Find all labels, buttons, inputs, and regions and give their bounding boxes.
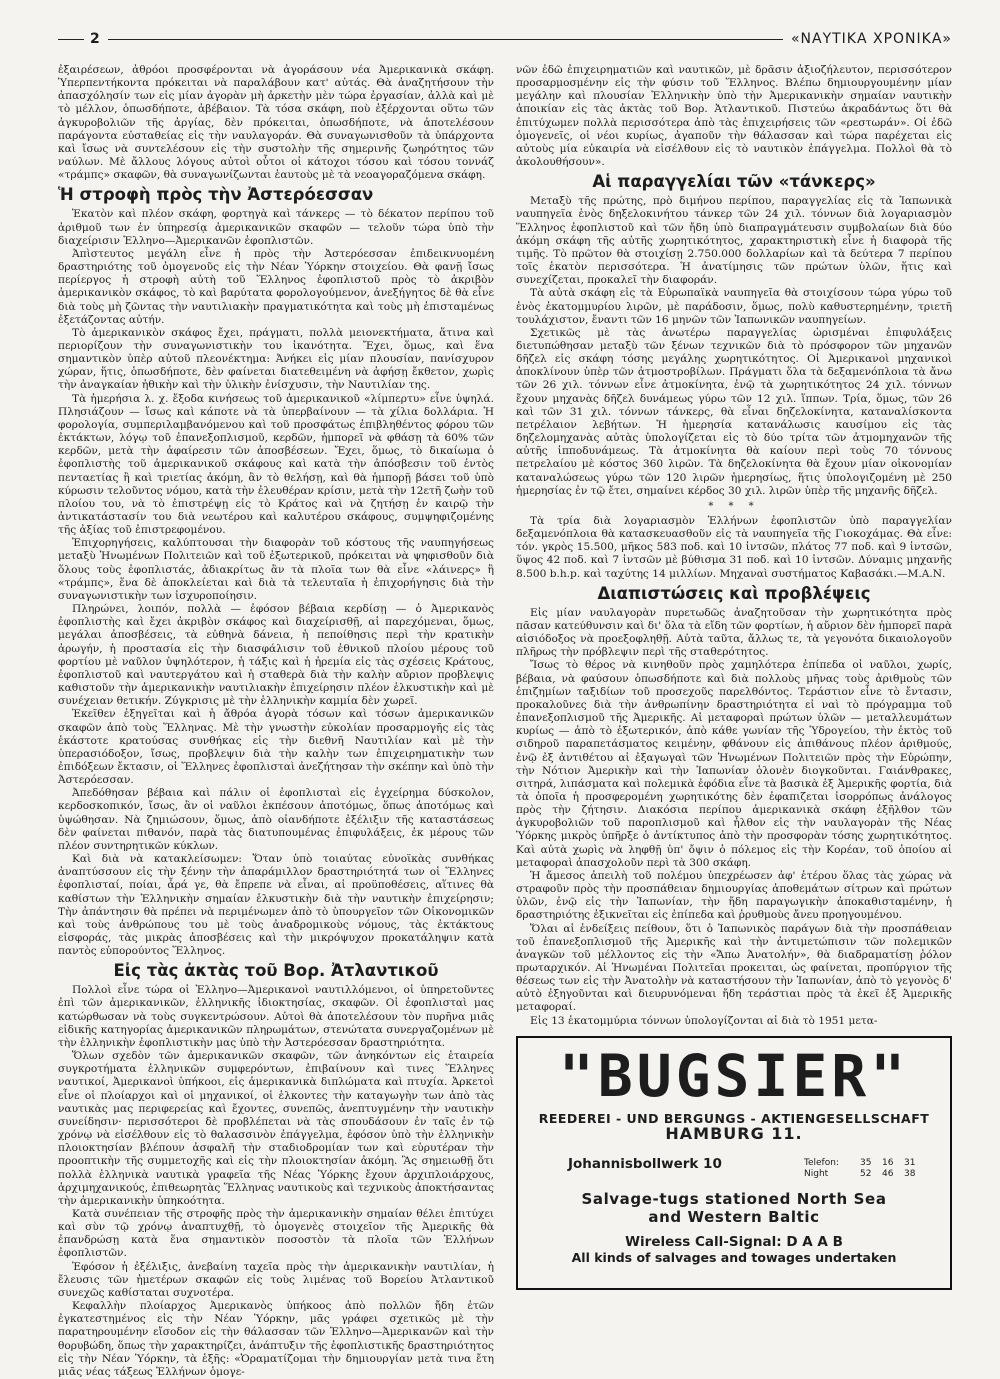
paragraph: Σχετικῶς μὲ τὰς ἀνωτέρω παραγγελίας ὡρισμέναι ἐπιφυλάξεις διετυπώθησαν μεταξὺ τῶν ξένων τεχνικῶν διὰ τὸ πρόσφορον τῶν μηχανῶν δῆζελ εἰς σκάφη τόσης μεγάλης χωρητικότητος. Οἱ Ἀμερικανοὶ μηχανικοὶ ἀποκλίνουν ὑπὲρ τῶν ἀτμοστροβίλων. Πράγματι ὅλα τὰ δεξαμενόπλοια τὰ ἄνω τῶν 26 χιλ. τόννων εἶνε ἀτμοκίνητα, ἐνῷ τὰ χωρητικότητος 24 χιλ. τόννων ἔχουν μηχανὰς δῆζελ δυνάμεως γύρω τῶν 12 χιλ. ἵππων. Τρία, ὅμως, τῶν 26 καὶ τῶν 31 χιλ. τόννων τάνκερς, θὰ εἶναι δηζελοκίνητα, καταναλίσκοντα πετρέλαιον λεβήτων. Ἡ ἡμερησία κατανάλωσις καυσίμου εἰς τὰς δηζελομηχανὰς αὐτὰς ὑπολογίζεται εἰς τὸ δύο τρίτα τῶν ἀτμομηχανῶν τῆς αὐτῆς ἱπποδυνάμεως. Τὰ ἀτμοκίνητα θὰ καίουν περὶ τοὺς 70 τόννους πετρελαίου μὲ κόστος 360 λιρῶν. Τὰ δηζελοκίνητα θὰ ἔχουν μίαν οἰκονομίαν καταναλώσεως γύρω τῶν 120 λιρῶν ἡμερησίως, ἥτις ὑπολογιζομένη μὲ 250 ἡμερησίας ἐν τῷ ἔτει, σημαίνει κέρδος 30 χιλ. λιρῶν ὑπὲρ τῆς μηχανῆς δῆζελ. — [516, 326, 952, 497]
page-number: 2 — [90, 31, 100, 47]
left-column — [58, 64, 494, 1378]
paragraph: Τὰ ἡμερήσια λ. χ. ἔξοδα κινήσεως τοῦ ἀμερικανικοῦ «λίμπερτυ» εἶνε ὑψηλά. Πλησιάζουν — ἴσως καὶ κάποτε νὰ τὰ ὑπερβαίνουν — τὰ χίλια δολλάρια. Ἡ φορολογία, συμπεριλαμβανόμενου καὶ τοῦ προσφάτως ἐπιβληθέντος φόρου τῶν ἐκτάκτων, λόγῳ τοῦ ἐπανεξοπλισμοῦ, κερδῶν, ἠμπορεῖ νὰ φθάσῃ τὰ 60% τῶν κερδῶν, μετὰ τὴν ἀφαίρεσιν τῶν ἀποσβέσεων. Ἔχει, ὅμως, τὸ δικαίωμα ὁ ἐφοπλιστὴς τοῦ ἀμερικανικοῦ σκάφους καὶ κατὰ τὴν ἀπόσβεσιν τοῦ ἐντὸς πενταετίας ἢ καὶ τριετίας ἀκόμη, ἂν τὸ θελήσῃ, καὶ θὰ ἠμπορῇ βάσει τοῦ ὑπὸ κύρωσιν τελοῦντος νόμου, κατὰ τὴν ἐλευθέραν κρίσιν, μετὰ τὴν 12ετῆ ζωὴν τοῦ πλοίου του, νὰ τὸ ἐπιστρέψῃ εἰς τὸ Κράτος καὶ νὰ ζητήσῃ ἐν καιρῷ τὴν ἀντικατάστασίν του διὰ νεωτέρου καὶ καλυτέρου σκάφους, συμψηφιζομένης τῆς ἀξίας τοῦ ἐπιστρεφομένου. — [58, 392, 494, 537]
right-intro-paragraph: νῶν ἐδῶ ἐπιχειρηματιῶν καὶ ναυτικῶν, μὲ δρᾶσιν ἀξιοζήλευτον, περισσότερον προσαρμοσμένην εἰς τὴν φύσιν τοῦ Ἕλληνος. Βλέπω δημιουργουμένην μίαν μεγάλην καὶ πλουσίαν Ἑλληνικὴν ὑπὸ τὴν Ἀμερικανικὴν σημαίαν ναυτικὴν ἀποικίαν εἰς τὰς ἀκτὰς τοῦ Βορ. Ἀτλαντικοῦ. Πιστεύω ἀκραδάντως ὅτι θὰ ἐπιτύχωμεν πολλὰ περισσότερα ἀπὸ τὰς ἐπιχειρήσεις τῶν «ρεστωράν». Οἱ ἐδῶ ὁμογενεῖς, οἱ νέοι κυρίως, ἀγαποῦν τὴν θάλασσαν καὶ τώρα παρέχεται εἰς αὐτοὺς μία εὐκαιρία νὰ εἰσέλθουν εἰς τὸ ναυτικὸν ἐπάγγελμα. Πολλοὶ θὰ τὸ ἀκολουθήσουν». — [516, 64, 952, 169]
paragraph: Ἀπεδόθησαν βέβαια καὶ πάλιν οἱ ἐφοπλισταὶ εἰς ἐγχείρημα δύσκολον, κερδοσκοπικόν, ἴσως, ἂν οἱ ναῦλοι ἐκπέσουν ἀποτόμως, ὅπως ἀποτόμως καὶ ὑψώθησαν. Νὰ ζημιώσουν, ὅμως, ἀπὸ οἰανδήποτε ἐξέλιξιν τῆς καταστάσεως δὲν φαίνεται πιθανόν, παρὰ τὰς διατυπουμένας ἐπιφυλάξεις, ἐκ μέρους τῶν πλέον συντηρητικῶν κύκλων. — [58, 787, 494, 852]
header-rule-middle — [108, 39, 783, 40]
night-label: Night — [804, 1169, 829, 1180]
ad-services-line: All kinds of salvages and towages undertaken — [571, 1250, 897, 1266]
paragraph: Ὅλων σχεδὸν τῶν ἀμερικανικῶν σκαφῶν, τῶν ἀνηκόντων εἰς ἑταιρεία συγκροτήματα ἑλληνικῶν συμφερόντων, ἐπιβαίνουν καὶ τινες Ἕλληνες ναυτικοί, Ἀμερικανοὶ ὑπήκοοι, εἰς ἀμερικανικὰ διπλώματα καὶ πτυχία. Ἀρκετοὶ εἶνε οἱ πλοίαρχοι καὶ οἱ μηχανικοί, οἱ ἑλκοντες τὴν καταγωγὴν των ἀπὸ τὰς ναυτικὰς μας περιφερείας καὶ ἔχοντες, συνεπῶς, ἀνεπτυγμένην τὴν ναυτικὴν συνείδησιν· περισσότεροι δὲ προβλέπεται νὰ τὰς σπουδάσουν ἐν ταῖς ἐν τῷ χρόνῳ νὰ εἰσέλθουν εἰς τὸ θαλασσινὸν ἐπάγγελμα, ἐφόσον ὑπὸ τὴν ἑλληνικὴν πλοιοκτησίαν βλέπουν ἀσφαλῆ τὴν σταδιοδρομίαν των καὶ εὑρυτέραν τὴν προοπτικὴν τῆς συμμετοχῆς καὶ εἰς τὴν πλοιοκτησίαν ἀκόμη. Ἂς σημειωθῇ ὅτι πολλὰ ἑλληνικὰ ναυτικὰ γραφεῖα τῆς Νέας Ὑόρκης ἔχουν ἀρχιπλοιάρχους, ἀρχιμηχανικούς, ἐπιθεωρητὰς Ἕλληνας ναυτικοὺς καὶ τεχνικοὺς ἀποκτήσαντας τὴν ἀμερικανικὴν ὑπηκοότητα. — [58, 1050, 494, 1207]
paragraph: Εἰς 13 ἑκατομμύρια τόννων ὑπολογίζονται αἱ διὰ τὸ 1951 μετα- — [530, 1014, 878, 1027]
paragraph: Ἑκατὸν καὶ πλέον σκάφη, φορτηγὰ καὶ τάνκερς — τὸ δέκατον περίπου τοῦ ἀριθμοῦ των ἐν ὑπηρεσίᾳ ἀμερικανικῶν σκαφῶν — τελοῦν τώρα ὑπὸ τὴν διαχείρισιν Ἑλληνο—Ἀμερικανῶν ἐφοπλιστῶν. — [58, 208, 494, 247]
heading-star-spangled-turn: Ἡ στροφὴ πρὸς τὴν Ἀστερόεσσαν — [58, 185, 374, 205]
paragraph: Ἐπιχορηγήσεις, καλύπτουσαι τὴν διαφορὰν τοῦ κόστους τῆς ναυπηγήσεως μεταξὺ Ἡνωμένων Πολιτειῶν καὶ τοῦ ἐξωτερικοῦ, πρόκειται νὰ ψηφισθοῦν διὰ ὅλους τοὺς ἐφοπλιστάς, ἀδιακρίτως ἂν τὰ πλοῖα των θὰ εἶνε «λάινερς» ἢ «τράμπς», ἕνα δὲ ἀποκλείεται καὶ διὰ τὰ τελευταῖα ἡ ἐπιχορήγησις διὰ τὴν συναγωνιστικὴν των ἰσχυροποίησιν. — [58, 537, 494, 602]
left-intro-paragraph: ἐξαιρέσεων, ἀθρόοι προσφέρονται νὰ ἀγοράσουν νέα Ἀμερικανικὰ σκάφη. Ὑπερπεντήκοντα πρόκειται νὰ παραλάβουν κατ' αὐτάς. Θὰ ἀναζητήσουν τὴν ἀπασχόλησίν των εἰς μίαν ἀγορὰν μὴ ἀρκετὴν μὲν τώρα ἐργασίαν, ἀλλὰ καὶ μὲ τὸ μέλλον, ὁπωσδήποτε, ἀβέβαιον. Τὰ τόσα σκάφη, ποὺ ἐξέρχονται οὕτω τῶν ἀγκυροβολιῶν τῆς ἀργίας, δὲν πρόκειται, ὁπωσδήποτε, νὰ ἀποτελέσουν παράγοντα εὐσταθείας εἰς τὴν ναυλαγοράν. Θὰ συναγωνισθοῦν τὰ ὑπάρχοντα καὶ ἴσως νὰ συντελέσουν εἰς τὴν συστολὴν τῆς σημερινῆς ζωηρότητος τῶν ναύλων. Μὲ ἄλλους λόγους αὐτοὶ οὗτοι οἱ κάτοχοι τόσου καὶ τόσου τοννάζ «τράμπς» σκαφῶν, θὰ συναγωνίζωνται ἑαυτοὺς μὲ τὰ νεοαγοραζόμενα σκάφη. — [58, 64, 494, 182]
paragraph: Τὸ ἀμερικανικὸν σκάφος ἔχει, πράγματι, πολλὰ μειονεκτήματα, ἅτινα καὶ περιορίζουν τὴν συναγωνιστικὴν του ἱκανότητα. Ἔχει, ὅμως, καὶ ἕνα σημαντικὸν ὑπὲρ αὐτοῦ πλεονέκτημα: Ἀνήκει εἰς μίαν πλουσίαν, πανίσχυρον χώραν, ἥτις, ὁπωσδήποτε, δὲν φαίνεται διατεθειμένη νὰ ἀφήσῃ ἔκθετον, χωρὶς τὴν ἀναγκαίαν ἠθικὴν καὶ τὴν ὑλικὴν ἐνίσχυσιν, τὴν Ναυτιλίαν της. — [58, 326, 494, 392]
page-header — [58, 28, 952, 50]
ad-city: HAMBURG 11. — [665, 1123, 803, 1143]
paragraph: Πολλοὶ εἶνε τώρα οἱ Ἑλληνο—Ἀμερικανοὶ ναυτιλλόμενοι, οἱ ὑπηρετοῦντες ἐπὶ τῶν ἀμερικανικῶν, ἑλληνικῆς ἰδιοκτησίας, σκαφῶν. Οἱ ἐφοπλισταὶ μας κατώρθωσαν νὰ τοὺς συγκεντρώσουν. Αὐτοὶ θὰ ἀποτελέσουν τὸν πυρῆνα μιᾶς εἰδικῆς κατηγορίας ἀμερικανικῶν πληρωμάτων, στενώτατα συνεργαζομένων μὲ τὴν ἑλληνικὴν ἐφοπλιστικὴν μας ὑπὸ τὴν Ἀστερόεσσαν δραστηριότητα. — [58, 984, 494, 1049]
paragraph: Καὶ διὰ νὰ κατακλείσωμεν: Ὅταν ὑπὸ τοιαύτας εὐνοϊκὰς συνθήκας ἀναπτύσσουν εἰς τὴν ξένην τὴν ἀπαράμιλλον δραστηριότητά των οἱ Ἕλληνες ἐφοπλισταί, ποίαι, ἆρά γε, θὰ ἔπρεπε νὰ εἶναι, αἱ προϋποθέσεις, αἵτινες θὰ καθίστων τὴν Ἑλληνικὴν σημαίαν ἑλκυστικὴν διὰ τὴν ναυτικὴν ἐπιχείρησιν; Τὴν ἀπάντησιν θὰ πρέπει νὰ περιμένωμεν ἀπὸ τὸ ὑπουργεῖον τῶν Οἰκονομικῶν καὶ τοὺς ἀνθρώπους του μὲ τοὺς ἀναδρομικοὺς νόμους, τὰς ἐκτάκτους εἰσφοράς, τὰς μικρὰς ἀποσβέσεις καὶ τὴν μικρόψυχον προκατάληψιν κατὰ παντὸς εὐπορούντος Ἕλληνος. — [58, 853, 494, 958]
bugsier-advertisement — [516, 1036, 952, 1290]
masthead-title: «ΝΑΥΤΙΚΑ ΧΡΟΝΙΚΑ» — [790, 31, 952, 47]
ad-wireless-call-sign: Wireless Call-Signal: D A A B — [625, 1234, 843, 1251]
heading-findings-forecasts: Διαπιστώσεις καὶ προβλέψεις — [597, 583, 871, 603]
paragraph: Ἡ ἄμεσος ἀπειλὴ τοῦ πολέμου ὑπεχρέωσεν ἀφ' ἑτέρου ὅλας τὰς χώρας νὰ στραφοῦν πρὸς τὴν προσπάθειαν δημιουργίας ἀποθεμάτων σίτρων καὶ πρώτων ὑλῶν, ἐνῷ εἰς τὴν Ἰαπωνίαν, τὴν ἤδη παραγωγικὴν ἀποκαθισταμένην, ἡ δραστηριότης ἐξικνεῖται εἰς ἐπίπεδα καὶ ῥρυθμοὺς ἄνευ προηγουμένου. — [516, 869, 952, 922]
ad-tugs-line: Salvage-tugs stationed North Sea — [581, 1190, 887, 1209]
paragraph: Μεταξὺ τῆς πρώτης, πρὸ διμήνου περίπου, παραγγελίας εἰς τὰ Ἰαπωνικὰ ναυπηγεῖα ἑνὸς δηξελοκινήτου τάνκερ τῶν 24 χιλ. τόννων διὰ λογαριασμὸν Ἕλληνος ἐφοπλιστοῦ καὶ τῶν ἤδη ὑπὸ διαπραγμάτευσιν συμβολαίων διὰ δύο ἀκόμη σκάφη τῆς αὐτῆς χωρητικότητος, χαρακτηριστικὴ εἶνε ἡ διαφορὰ τῆς τιμῆς. Τὸ πρῶτον θὰ στοιχίσῃ 2.750.000 δολλαρίων καὶ τὰ δεύτερα 7 περίπου τοῖς ἑκατὸν περισσότερα. Ἡ ἀνατίμησις τῶν πρώτων ὑλῶν, ἥτις καὶ συνεχίζεται, προκαλεῖ τὴν διαφοράν. — [516, 195, 952, 287]
ad-phone-table — [804, 1158, 926, 1180]
night-number: 52 — [860, 1169, 872, 1180]
paragraph: Ἀπὶστευτος μεγάλη εἶνε ἡ πρὸς τὴν Ἀστερόεσσαν ἐπιδεικνυομένη δραστηριότης τοῦ ὁμογενοῦς εἰς τὴν Νέαν Ὑόρκην στοιχείου. Θὰ φανῇ ἴσως περίεργος ἡ στροφὴ αὐτὴ τοῦ Ἕλληνος ἐφοπλιστοῦ πρὸς τὸ ἀκριβὸν ἀμερικανικὸν σκάφος, τὸ καὶ βαρύτατα φορολογούμενον, ἀνεξήγητος δὲ θὰ εἶνε διὰ τοὺς μὴ ζῶντας τὴν ναυτιλιακὴν πραγματικότητα καὶ τοὺς μὴ ἐπισταμένως ἐξετάζοντας αὐτήν. — [58, 247, 494, 326]
bugsier-logo: "BUGSIER" — [558, 1041, 910, 1110]
paragraph: Ἐκεῖθεν ἐξηγεῖται καὶ ἡ ἄθρόα ἀγορὰ τόσων καὶ τόσων ἀμερικανικῶν σκαφῶν ἀπὸ τοὺς Ἕλληνας. Μὲ τὴν γνωστὴν εὐκολίαν προσαρμογῆς εἰς τὰς ἑκάστοτε κρατούσας συνθήκας εἰς τὴν διεθνῆ Ναυτιλίαν καὶ μὲ τὴν ὑπερασιόδοξον, ἴσως, προβλεψιν διὰ τὴν καλὴν των ἐπιχειρηματικὴν των ἐπιδόξεων ἔκτασιν, οἱ Ἕλληνες ἐφοπλισταὶ ἀνεζήτησαν τὴν σκέπην καὶ ὑπὸ τὴν Ἀστερόεσσαν. — [58, 708, 494, 787]
heading-north-atlantic-coasts: Εἰς τὰς ἀκτὰς τοῦ Βορ. Ἀτλαντικοῦ — [113, 961, 439, 981]
paragraph: Κατὰ συνέπειαν τῆς στροφῆς πρὸς τὴν ἀμερικανικὴν σημαίαν θέλει ἐπιτύχει καὶ σὺν τῷ χρόνῳ ἀναπτυχθῇ, τὸ ὁμογενὲς στοιχεῖον τῆς Ἀμερικῆς θὰ ἐπανδρώσῃ κατὰ ἕνα σημαντικὸν ποσοστὸν τὰ πλοῖα τῶν Ἑλλήνων ἐφοπλιστῶν. — [58, 1207, 494, 1260]
right-column — [516, 64, 952, 1266]
ad-address-row — [528, 1158, 940, 1180]
phone-number: 31 — [904, 1158, 916, 1169]
header-rule-left — [58, 39, 84, 40]
paragraph: Τὰ τρία διὰ λογαριασμὸν Ἑλλήνων ἐφοπλιστῶν ὑπὸ παραγγελίαν δεξαμενόπλοια θὰ κατασκευασθοῦν εἰς τὰ ναυπηγεῖα τῆς Γιοκοχάμας. Θὰ εἶνε: τόν. γκρὸς 15.500, μῆκος 583 ποδ. καὶ 10 ἰντσῶν, πλάτος 77 ποδ. καὶ 9 ἰντσῶν, ὕψος 42 ποδ. καὶ 7 ἰντσῶν μὲ βύθισμα 31 ποδ. καὶ 10 ἰντσῶν. Δύναμις μηχανῆς 8.500 b.h.p. καὶ ταχύτης 14 μιλλίων. Μηχαναὶ συστήματος Καβασάκι.—Μ.Α.Ν. — [516, 515, 952, 580]
phone-label: Telefon: — [804, 1158, 839, 1169]
ad-street-address: Johannisbollwerk 10 — [568, 1156, 722, 1173]
paragraph: Εἰς μίαν ναυλαγορὰν πυρετωδῶς ἀναζητοῦσαν τὴν χωρητικότητα πρὸς πᾶσαν κατεύθυνσιν καὶ δι' ὅλα τὰ εἴδη τῶν φορτίων, ἡ αὔριον δὲν ἠμπορεῖ παρὰ αἰσιόδοξος νὰ προεξοφληθῇ. Αὐτὰ ταῦτα, ἄλλως τε, τὰ γεγονότα δικαιολογοῦν πλῆρως τὴν πρόβλεψιν περὶ τῆς σταθερότητος. — [516, 606, 952, 659]
ad-company-name: REEDEREI - UND BERGUNGS - AKTIENGESELLSCHAFT — [538, 1110, 930, 1126]
paragraph: Ἴσως τὸ θέρος νὰ κινηθοῦν πρὸς χαμηλότερα ἐπίπεδα οἱ ναῦλοι, χωρίς, βέβαια, νὰ φαύσουν ὁπωσδήποτε καὶ διὰ πολλοὺς μῆνας τοὺς ἀριθμοὺς τῶν ἐπιζημίων ταξιδίων τοῦ προσεχοῦς παρελθόντος. Τεράστιον εἶνε τὸ ἔντασιν, προκαλοῦνες διὰ τὴν ἀνθρωπίνην δραστηριότητα εἰ ναὶ τὸ πρόγραμμα τοῦ ἐπανεξοπλισμοῦ τῆς Ἀμερικῆς. Αἱ μεταφοραὶ πρώτων ὑλῶν — μεταλλευμάτων κυρίως — ἀπὸ τὸ ἐξωτερικόν, ἀπὸ κάθε γωνίαν τῆς Ὑδρογείου, τὴν ἐκτὸς τοῦ σιδηροῦ παραπετάσματος κειμένην, φθάνουν εἰς ἀπιθάνους πλέον ἀριθμούς, ἐνῷ ἐξ ἀντιθέτου αἱ ἐξαγωγαὶ τῶν Ἡνωμένων Πολιτειῶν πρὸς τὴν Εὐρώπην, τὴν Νότιον Ἀμερικὴν καὶ τὴν Ἰαπωνίαν ὁλονὲν διογκοῦνται. Γαιάνθρακες, σιτηρά, λιπάσματα καὶ πολεμικὰ ἐφόδια εἶνε τὰ βασικὰ ἐξ Ἀμερικῆς φορτία, διὰ τὰ ὁποῖα ἡ προσφερομένη χωρητικότης δὲν ἐφαπιζεται ἰσορρόπως ἀνάλογος πρὸς τὴν ζήτησιν. Διακόσια περίπου ἀμερικανικὰ σκάφη ἐξῆλθον τῶν ἀγκυροβολιῶν τοῦ παροπλισμοῦ καὶ ἦλθον εἰς τὴν ναυλαγορὰν τῆς Νέας Ὑόρκης μικρὸς ὑπῆρξε ὁ ἀντίκτυπος ἀπὸ τὴν προσφορὰν τόσης χωρητικότητος. Καὶ αὐτὰ χωρὶς νὰ ληφθῇ ὑπ' ὄψιν ὁ πόλεμος εἰς τὴν Κορέαν, τοῦ ὁποίου αἱ μεταφοραὶ ἀπασχολοῦν περὶ τὰ 300 σκάφη. — [516, 659, 952, 869]
article-columns — [58, 64, 952, 1378]
paragraph: Πληρώνει, λοιπόν, πολλὰ — ἐφόσον βέβαια κερδίσῃ — ὁ Ἀμερικανὸς ἐφοπλιστὴς καὶ ἔχει ἀκριβὸν σκάφος καὶ διαχείρισθῇ, αἱ παρεχόμεναι, ὅμως, μεγάλαι ἀποσβέσεις, τὰ εὐθηνὰ δάνεια, ἡ πεποίθησις περὶ τὴν κρατικὴν ἀρωγήν, ἡ προστασία εἰς τὴν διασφάλισιν τοῦ ἐθνικοῦ πλοίου μέρους τοῦ φορτίου μὲ ναῦλον ὑψηλότερον, ἡ τάξις καὶ ἡ ἠρεμία εἰς τὰς σχέσεις Κράτους, ἐφοπλιστοῦ καὶ ναυτεργάτου καὶ ἡ σταθερὰ διὰ τὴν καλὴν αὔριον προβλεψις καθιστοῦν τὴν ἀμερικανικὴν ναυτιλιακὴν ἐπιχείρησιν πλέον ἑλκυστικὴν καὶ μὲ συνέχειαν θετικήν. Ζύγκρισις μὲ τὴν ἑλληνικὴν καμμία δὲν χωρεῖ. — [58, 603, 494, 708]
paragraph: Ἐφόσον ἡ ἐξέλιξις, ἀνεβαίνη ταχεῖα πρὸς τὴν ἀμερικανικὴν ναυτιλίαν, ἡ ἔλευσις τῶν ἡμετέρων σκαφῶν εἰς τοὺς λιμένας τοῦ Βορείου Ἀτλαντικοῦ συνεχῶς καθίσταται συχνοτέρα. — [58, 1260, 494, 1299]
paragraph: Τὰ αὐτὰ σκάφη εἰς τὰ Εὐρωπαϊκὰ ναυπηγεῖα θὰ στοιχίσουν τώρα γύρω τοῦ ἑνὸς ἑκατομμυρίου λιρῶν, μὲ παράδοσιν, ὅμως, πολὺ καθυστερημένην, τριετῆ τουλάχιστον, ἔναντι τῶν 16 μηνῶν τῶν Ἰαπωνικῶν ναυπηγείων. — [516, 287, 952, 326]
paragraph: Ὅλαι αἱ ἐνδείξεις πείθουν, ὅτι ὁ Ἰαπωνικὸς παράγων διὰ τὴν προσπάθειαν τοῦ ἐπανεξοπλισμοῦ τῆς Ἀμερικῆς καὶ τὴν ἀντιμετώπισιν τῶν πολεμικῶν ἀναγκῶν τοῦ μέλλοντος εἰς τὴν «Ἄπω Ἀνατολήν», θὰ διαδραματίσῃ ῥόλον πρωταρχικόν. Αἱ Ἡνωμέναι Πολιτεῖαι προκειται, ὡς φαίνεται, προπύργιον τῆς θέσεως των εἰς τὴν Ἀνατολὴν νὰ καταστήσουν τὴν Ἰαπωνίαν, ἀπὸ τὸ γεγονὸς δ' αὐτὸ ἐξηγοῦνται καὶ διευρυνόμεναι ἤδη τεράστιαι πρὸς τὰ ἐκεῖ ἐξ Ἀμερικῆς μεταφοραί. — [516, 922, 952, 1014]
section-separator-stars: * * * — [708, 500, 760, 512]
night-number: 38 — [904, 1169, 916, 1180]
heading-tanker-orders: Αἱ παραγγελίαι τῶν «τάνκερς» — [592, 172, 876, 192]
night-number: 46 — [882, 1169, 894, 1180]
ad-tugs-line: and Western Baltic — [648, 1208, 820, 1227]
phone-number: 16 — [882, 1158, 894, 1169]
paragraph: Κεφαλλὴν πλοίαρχος Ἀμερικανὸς ὑπήκοος ἀπὸ πολλῶν ἤδη ἐτῶν ἐγκατεστημένος εἰς τὴν Νέαν Ὑόρκην, μᾶς γράφει σχετικῶς μὲ τὴν παρατηρουμένην εἴσοδον εἰς τὴν θάλασσαν τῶν Ἑλληνο—Ἀμερικανῶν καὶ τὴν θορυβώδη, ὅπως τὴν χαρακτηρίζει, ἀνάπτυξιν τῆς ἐφοπλιστικῆς δραστηριότητος εἰς τὴν Νέαν Ὑόρκην, τὰ ἑξῆς: «Ὁραματίζομαι τὴν δημιουργίαν μετὰ τινα ἔτη μιᾶς νέας τάξεως Ἑλλήνων ὁμογε- — [58, 1300, 494, 1378]
phone-number: 35 — [860, 1158, 872, 1169]
